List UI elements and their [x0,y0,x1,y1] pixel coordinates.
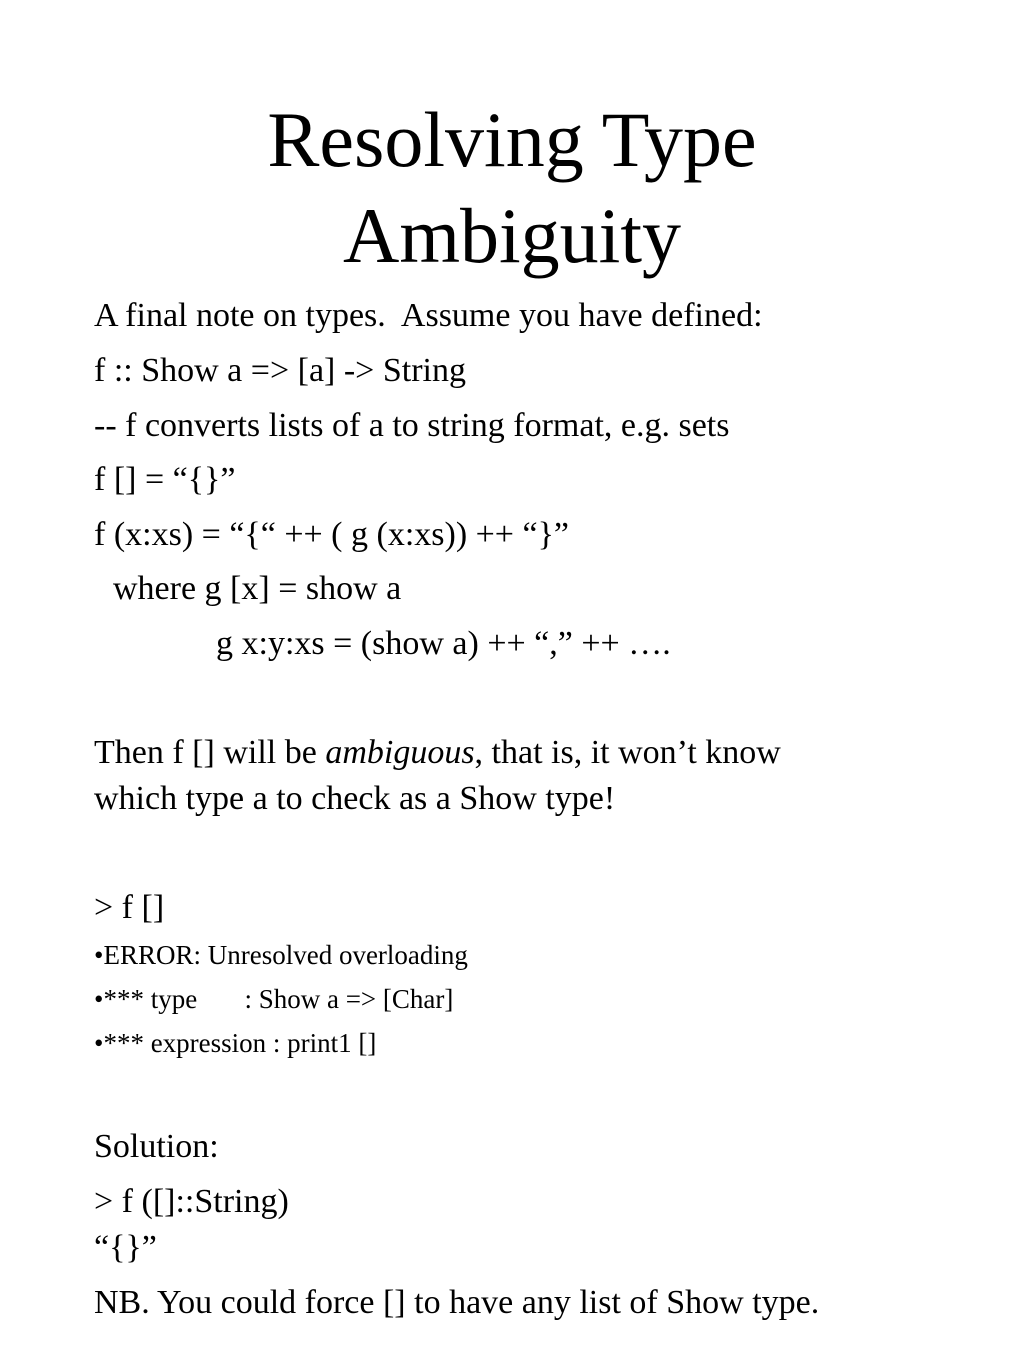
solution-heading: Solution: [94,1128,219,1165]
solution-prompt: > f ([]::String) [94,1183,289,1220]
intro-text: A final note on types. Assume you have defined: [94,297,763,334]
code-g-case: g x:y:xs = (show a) ++ “,” ++ …. [216,625,671,662]
solution-output: “{}” [94,1229,157,1266]
repl-prompt: > f [] [94,889,165,926]
code-cons-case: f (x:xs) = “{“ ++ ( g (x:xs)) ++ “}” [94,516,569,553]
explanation-line-1 [94,733,781,773]
error-expression-line: •*** expression : print1 [] [94,1028,377,1058]
code-empty-case: f [] = “{}” [94,461,236,498]
code-comment: -- f converts lists of a to string format, e.g. sets [94,407,730,444]
title-line-1: Resolving Type [267,96,757,183]
title-line-2: Ambiguity [342,192,681,279]
explanation-emphasis: ambiguous [325,734,475,771]
code-where-clause: where g [x] = show a [113,570,402,607]
explanation-suffix: , that is, it won’t know [474,734,781,771]
error-type-line: •*** type : Show a => [Char] [94,984,454,1014]
page-title [0,92,1024,284]
solution-note: NB. You could force [] to have any list of Show type. [94,1284,820,1321]
code-type-signature: f :: Show a => [a] -> String [94,352,466,389]
error-line: •ERROR: Unresolved overloading [94,940,468,970]
explanation-line-2: which type a to check as a Show type! [94,780,616,817]
explanation-prefix: Then f [] will be [94,734,326,771]
